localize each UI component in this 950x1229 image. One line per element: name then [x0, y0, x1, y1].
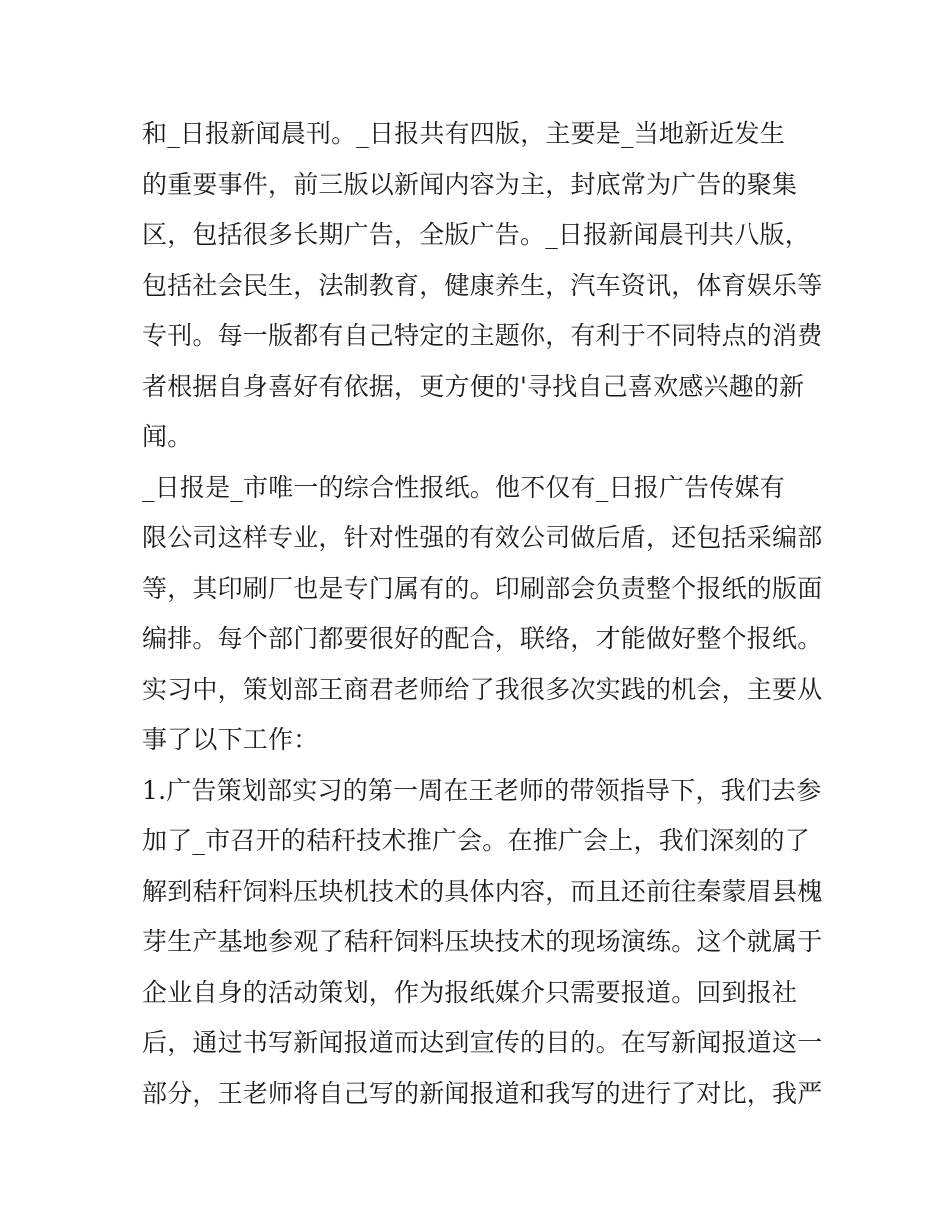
text-line: 部分，王老师将自己写的新闻报道和我写的进行了对比，我严: [142, 1078, 823, 1108]
text-line: 企业自身的活动策划，作为报纸媒介只需要报道。回到报社: [142, 977, 798, 1007]
text-line: 和_日报新闻晨刊。_日报共有四版，主要是_当地新近发生: [142, 119, 785, 148]
text-line: 后，通过书写新闻报道而达到宣传的目的。在写新闻报道这一: [142, 1028, 823, 1057]
text-line: 包括社会民生，法制教育，健康养生，汽车资讯，体育娱乐等: [142, 270, 823, 300]
text-line: 的重要事件，前三版以新闻内容为主，封底常为广告的聚集: [142, 169, 798, 199]
text-line: 专刊。每一版都有自己特定的主题你，有利于不同特点的消费: [142, 321, 823, 350]
text-line: 加了_市召开的秸秆技术推广会。在推广会上，我们深刻的了: [142, 826, 810, 855]
text-line: 者根据自身喜好有依据，更方便的'寻找自己喜欢感兴趣的新: [142, 371, 805, 401]
text-line: 实习中，策划部王商君老师给了我很多次实践的机会，主要从: [142, 674, 823, 704]
body-text: [142, 109, 822, 1119]
text-line: 等，其印刷厂也是专门属有的。印刷部会负责整个报纸的版面: [142, 573, 823, 603]
text-line: 1.广告策划部实习的第一周在王老师的带领指导下，我们去参: [142, 775, 822, 805]
text-line: _日报是_市唯一的综合性报纸。他不仅有_日报广告传媒有: [142, 472, 785, 502]
text-line: 事了以下工作：: [142, 725, 319, 754]
text-line: 解到秸秆饲料压块机技术的具体内容，而且还前往秦蒙眉县槐: [142, 876, 823, 906]
text-line: 区，包括很多长期广告，全版广告。_日报新闻晨刊共八版，: [142, 220, 810, 249]
text-line: 限公司这样专业，针对性强的有效公司做后盾，还包括采编部: [142, 523, 823, 552]
text-line: 闻。: [142, 422, 193, 451]
text-line: 芽生产基地参观了秸秆饲料压块技术的现场演练。这个就属于: [142, 927, 823, 956]
text-line: 编排。每个部门都要很好的配合，联络，才能做好整个报纸。: [142, 624, 823, 653]
